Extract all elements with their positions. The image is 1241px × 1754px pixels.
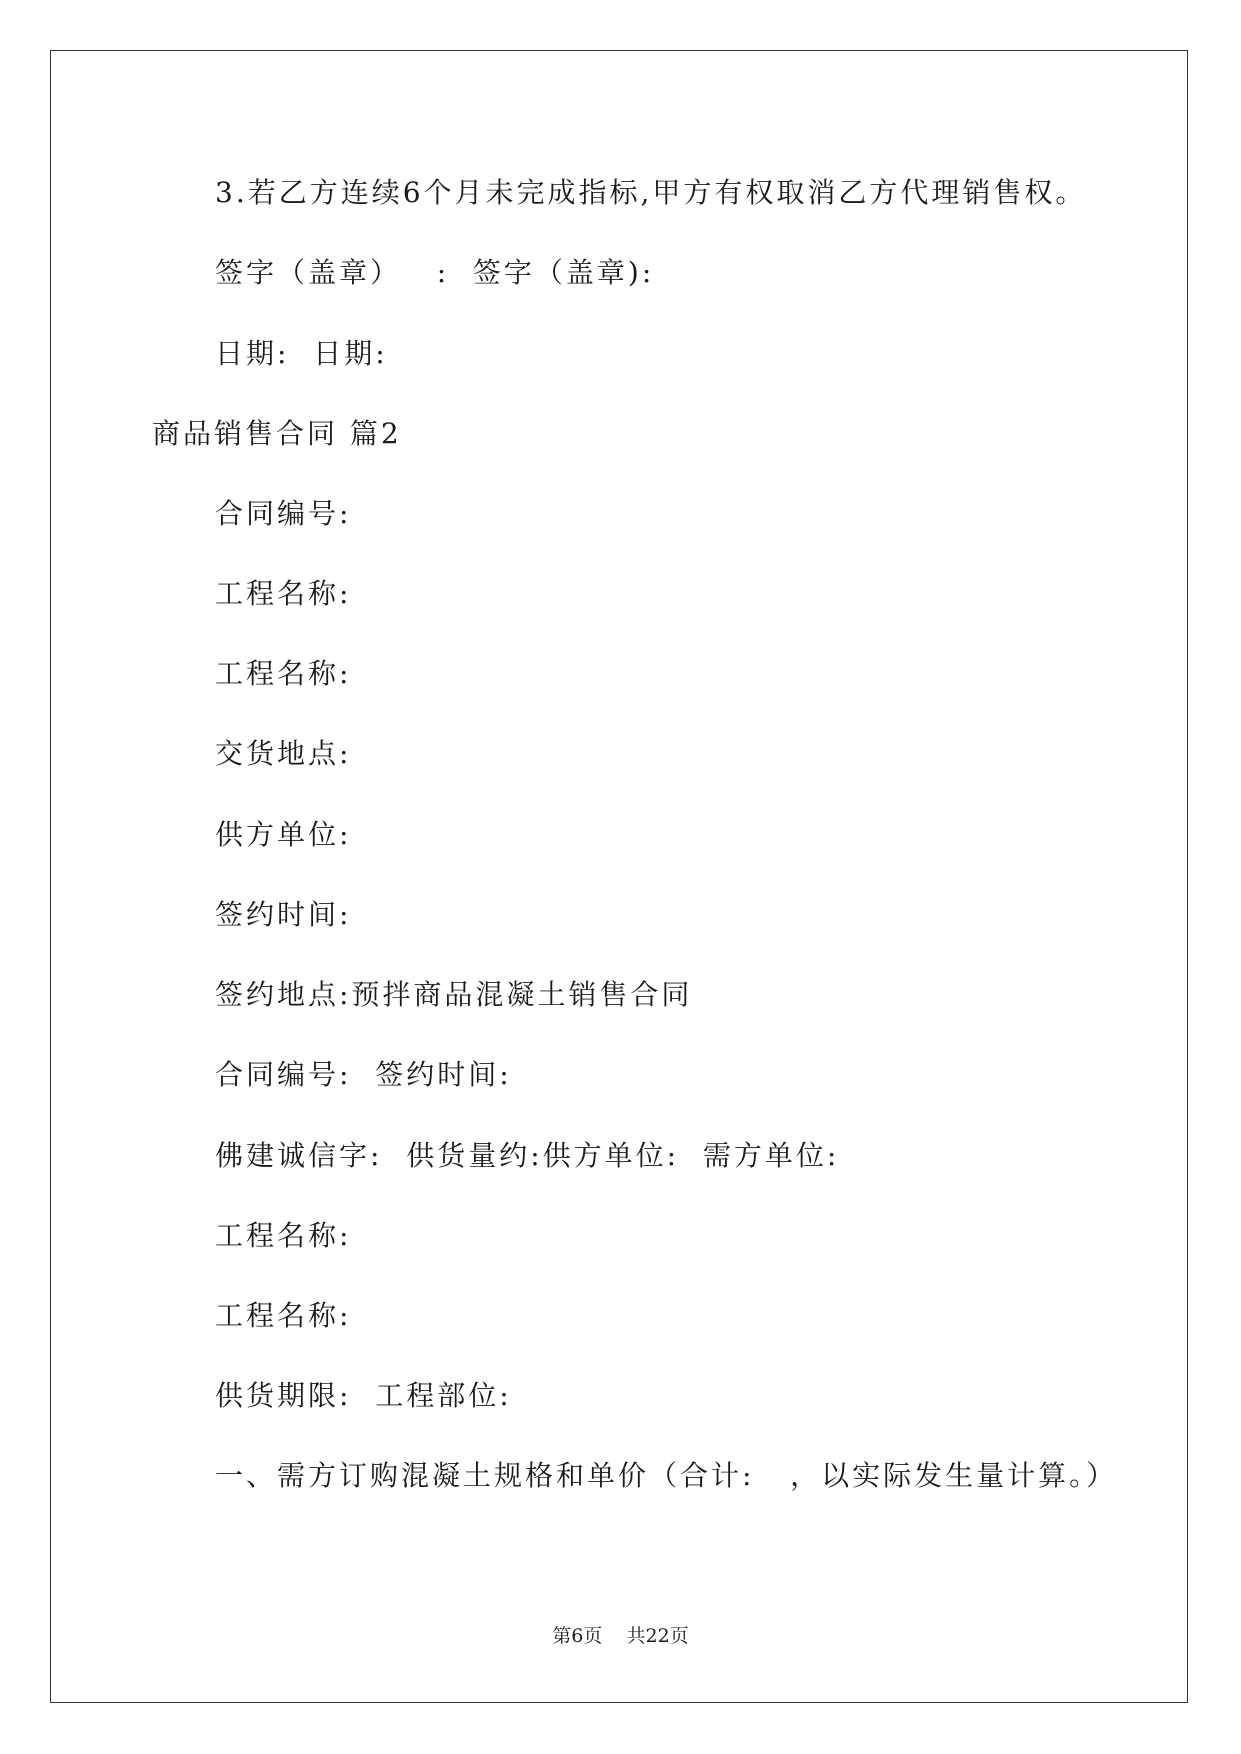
- project-name-field: 工程名称:: [215, 657, 352, 690]
- page-footer: 第6页 共22页: [552, 1625, 689, 1647]
- signing-time-field: 签约时间:: [215, 898, 352, 931]
- delivery-location-field: 交货地点:: [215, 737, 352, 770]
- project-name-field: 工程名称:: [215, 1219, 352, 1252]
- signing-location-field: 签约地点:预拌商品混凝土销售合同: [215, 978, 693, 1011]
- contract-number-field: 合同编号:: [215, 497, 352, 530]
- clause-3-text: 3.若乙方连续6个月未完成指标,甲方有权取消乙方代理销售权。: [215, 176, 1087, 209]
- supply-period-line: 供货期限: 工程部位:: [215, 1379, 512, 1412]
- contract-number-time-line: 合同编号: 签约时间:: [215, 1058, 512, 1091]
- supplier-unit-field: 供方单位:: [215, 818, 352, 851]
- parties-line: 佛建诚信字: 供货量约:供方单位: 需方单位:: [215, 1139, 840, 1172]
- signature-line: 签字（盖章） : 签字（盖章):: [215, 256, 655, 289]
- date-line: 日期: 日期:: [215, 337, 388, 370]
- project-name-field: 工程名称:: [215, 577, 352, 610]
- project-name-field: 工程名称:: [215, 1299, 352, 1332]
- section-one-heading: 一、需方订购混凝土规格和单价（合计: ，以实际发生量计算。）: [215, 1459, 1118, 1492]
- section-heading: 商品销售合同 篇2: [152, 417, 402, 450]
